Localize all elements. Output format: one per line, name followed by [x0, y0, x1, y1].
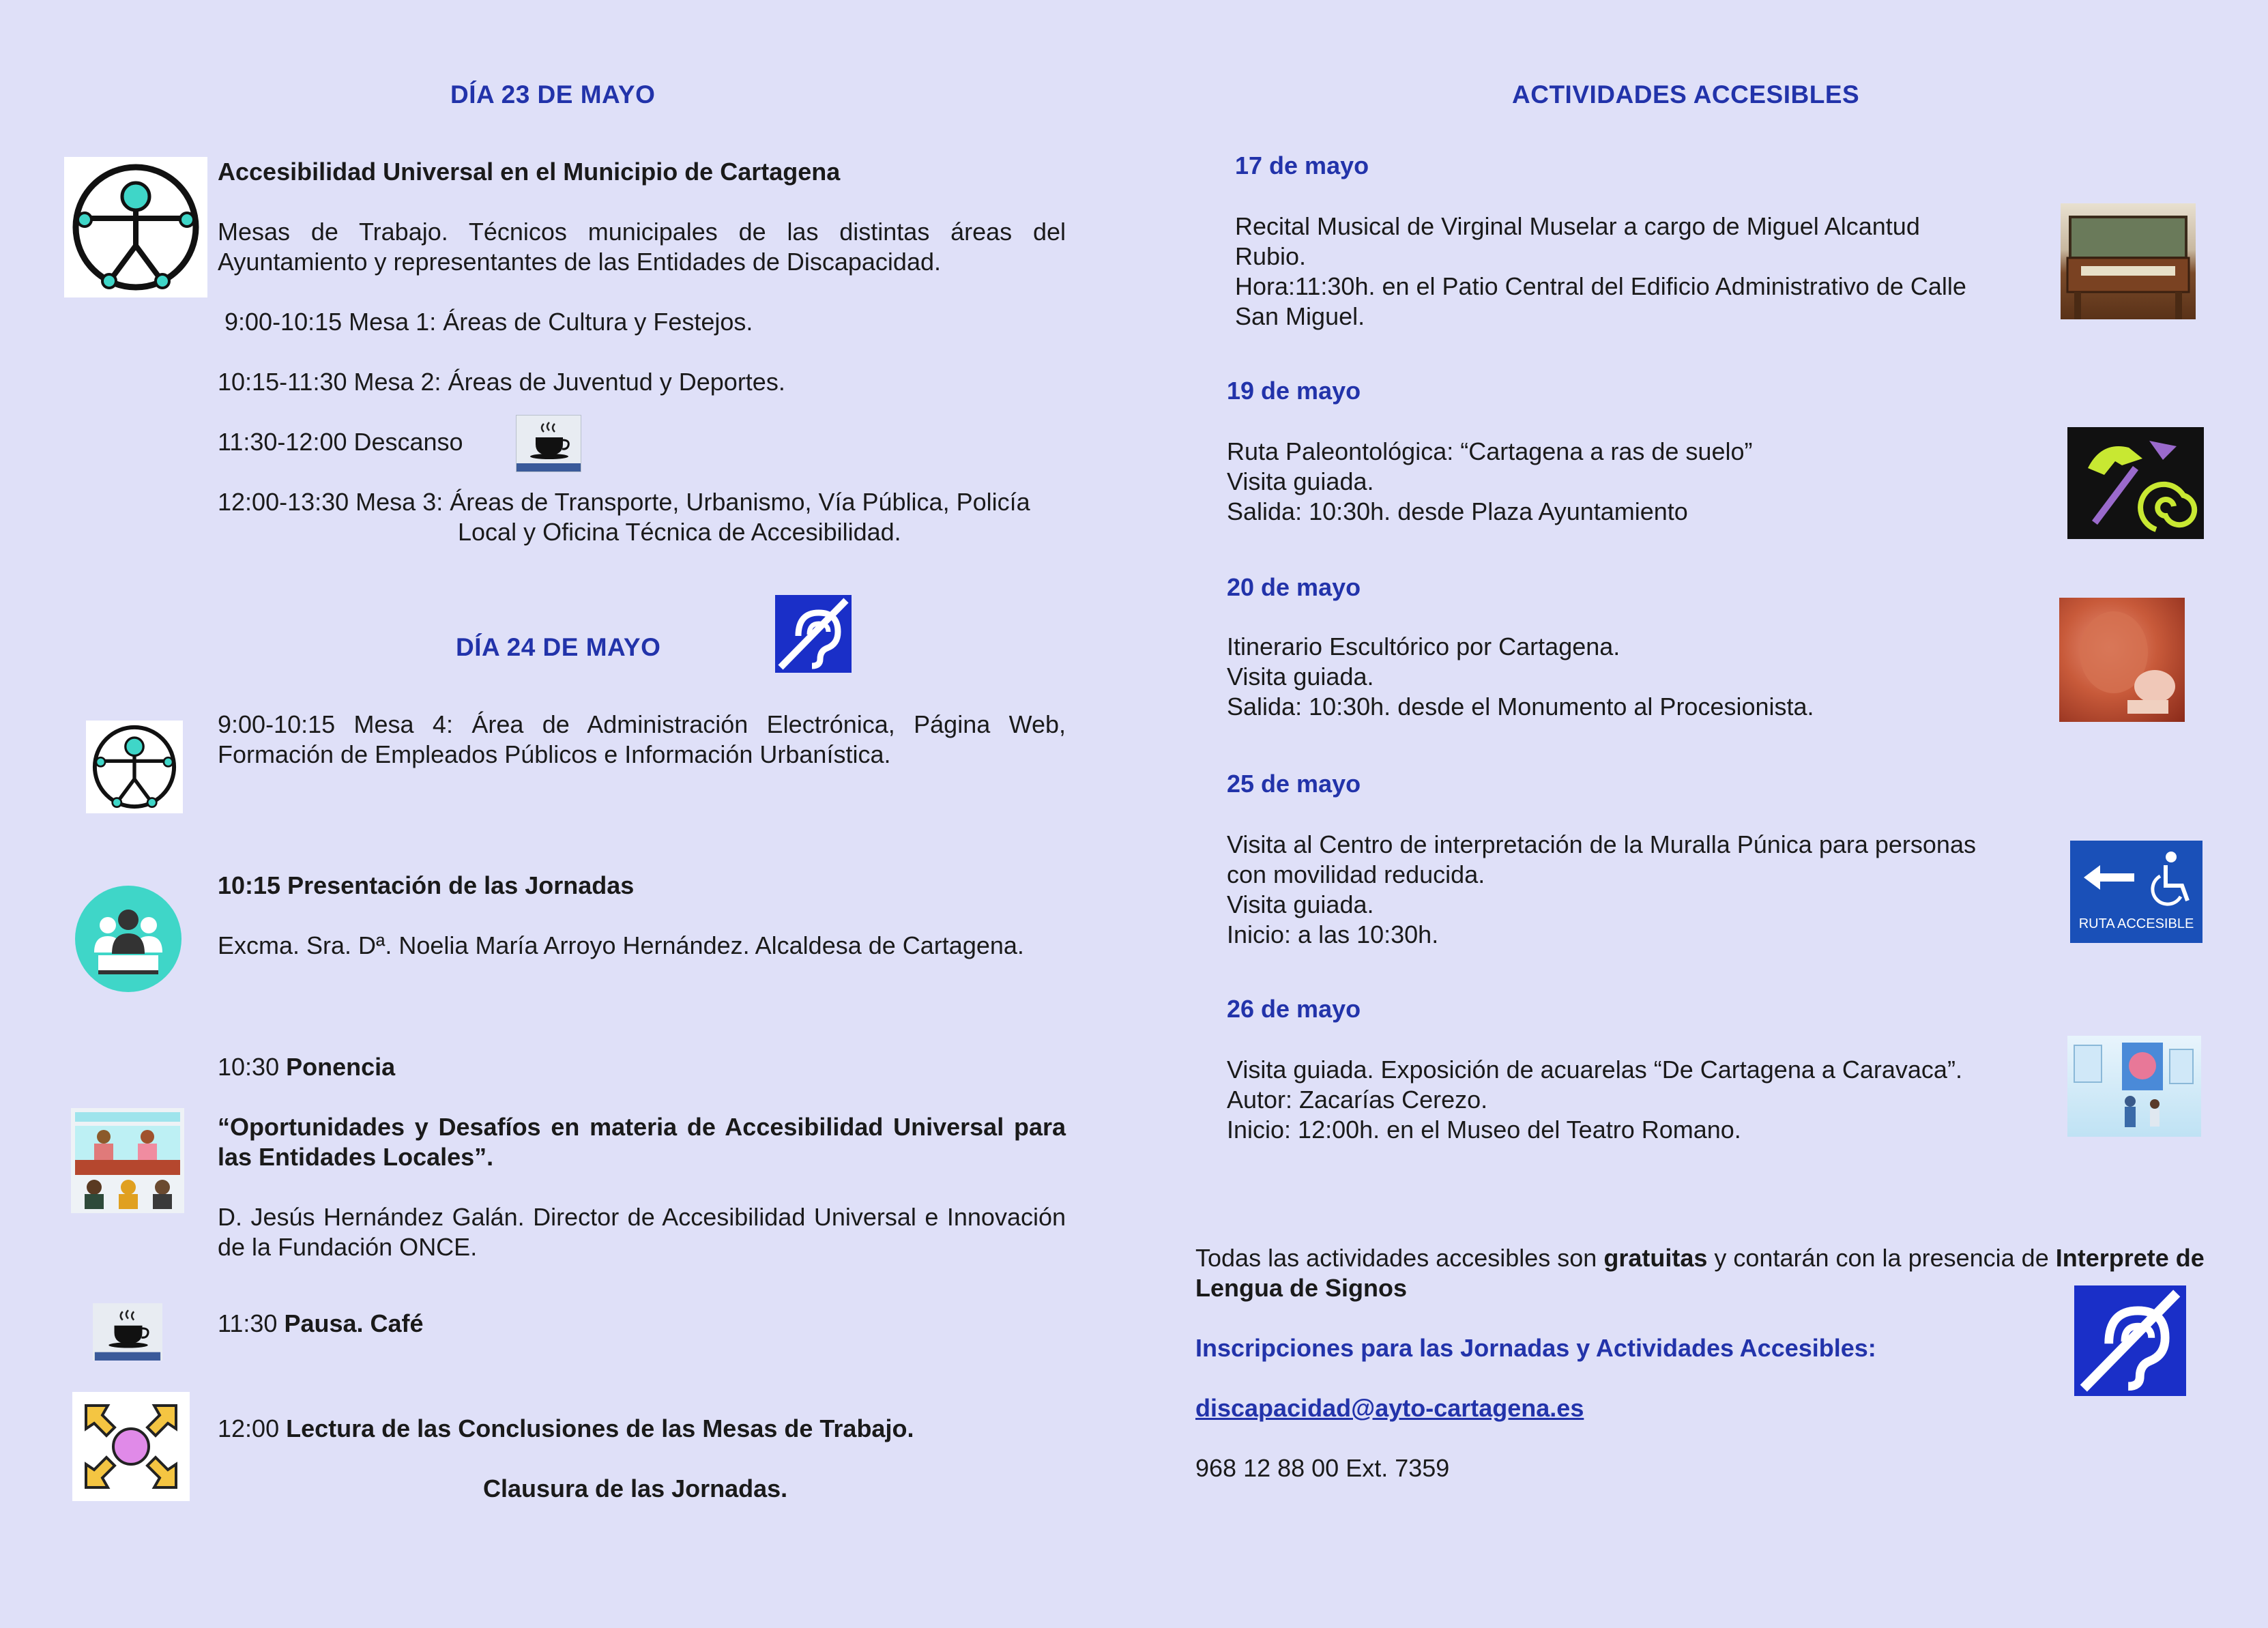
virginal-photo [2061, 203, 2196, 319]
activity-3-line1: Itinerario Escultórico por Cartagena. [1227, 633, 1620, 660]
lectura-time: 12:00 [218, 1414, 280, 1442]
universal-access-icon [64, 157, 207, 297]
footer-gratuitas: gratuitas [1603, 1244, 1708, 1272]
inscripciones: Inscripciones para las Jornadas y Actividades Accesibles: [1195, 1334, 1876, 1362]
mesa-1: 9:00-10:15 Mesa 1: Áreas de Cultura y Festejos. [224, 308, 753, 336]
activity-5-date: 26 de mayo [1227, 995, 1361, 1023]
paleontology-icon [2067, 427, 2204, 539]
clausura: Clausura de las Jornadas. [483, 1474, 788, 1502]
collaboration-icon [72, 1392, 190, 1501]
activity-4-line3: Visita guiada. [1227, 890, 1374, 918]
activity-5-line3: Inicio: 12:00h. en el Museo del Teatro Romano. [1227, 1116, 1741, 1144]
lectura-line [218, 1414, 914, 1444]
activity-1-line3: Hora:11:30h. en el Patio Central del Edificio Administrativo de Calle [1235, 272, 1966, 300]
pausa-line [218, 1309, 424, 1339]
footer-pre: Todas las actividades accesibles son [1195, 1244, 1597, 1272]
pausa-time: 11:30 [218, 1309, 278, 1337]
activity-5-line1: Visita guiada. Exposición de acuarelas “De Cartagena a Caravaca”. [1227, 1056, 1962, 1084]
phone: 968 12 88 00 Ext. 7359 [1195, 1454, 1450, 1482]
mesa-3-line2: Local y Oficina Técnica de Accesibilidad. [458, 518, 901, 546]
lectura-label: Lectura de las Conclusiones de las Mesas de Trabajo. [286, 1414, 914, 1442]
mesa-2: 10:15-11:30 Mesa 2: Áreas de Juventud y Deportes. [218, 368, 785, 396]
ruta-accesible-label: RUTA ACCESIBLE [2078, 916, 2194, 931]
activity-5-line2: Autor: Zacarías Cerezo. [1227, 1086, 1488, 1114]
pausa-label: Pausa. Café [284, 1309, 424, 1337]
ponente: D. Jesús Hernández Galán. Director de Accesibilidad Universal e Innovación de la Fundación ONCE. [218, 1203, 1066, 1261]
accessible-route-icon [2070, 841, 2202, 943]
activity-3-line2: Visita guiada. [1227, 663, 1374, 691]
ponencia-time: 10:30 [218, 1053, 280, 1081]
presentation-icon [74, 884, 183, 993]
coffee-cup-icon [516, 415, 581, 472]
activity-2-line2: Visita guiada. [1227, 467, 1374, 495]
mesas-intro: Mesas de Trabajo. Técnicos municipales de las distintas áreas del Ayuntamiento y representantes de las Entidades de Discapacidad. [218, 218, 1066, 276]
title-accesibilidad: Accesibilidad Universal en el Municipio de Cartagena [218, 158, 841, 186]
ponencia-title: “Oportunidades y Desafíos en materia de Accesibilidad Universal para las Entidades Locales”. [218, 1113, 1066, 1171]
sculpture-photo [2059, 598, 2185, 722]
activity-2-line3: Salida: 10:30h. desde Plaza Ayuntamiento [1227, 497, 1688, 525]
footer-interprete: Interprete de Lengua de Signos [1195, 1244, 2205, 1302]
mesa-4: 9:00-10:15 Mesa 4: Área de Administración Electrónica, Página Web, Formación de Empleados Públicos e Información Urbanística. [218, 710, 1066, 768]
footer-note [1195, 1243, 2219, 1303]
activity-4-line2: con movilidad reducida. [1227, 860, 1485, 888]
ponencia-line [218, 1052, 395, 1082]
day-23-heading: DÍA 23 DE MAYO [450, 81, 656, 108]
alcaldesa: Excma. Sra. Dª. Noelia María Arroyo Hernández. Alcaldesa de Cartagena. [218, 931, 1024, 959]
activity-4-line1: Visita al Centro de interpretación de la Muralla Púnica para personas [1227, 830, 1976, 858]
universal-access-icon-small [86, 721, 183, 813]
activity-1-line4: San Miguel. [1235, 302, 1365, 330]
activity-1-line1: Recital Musical de Virginal Muselar a cargo de Miguel Alcantud [1235, 212, 1920, 240]
presentacion: 10:15 Presentación de las Jornadas [218, 871, 635, 899]
exhibition-photo [2067, 1036, 2201, 1137]
ponencia-label: Ponencia [286, 1053, 396, 1081]
activity-2-line1: Ruta Paleontológica: “Cartagena a ras de suelo” [1227, 437, 1753, 465]
activity-4-line4: Inicio: a las 10:30h. [1227, 920, 1439, 948]
activity-1-line2: Rubio. [1235, 242, 1307, 270]
activity-2-date: 19 de mayo [1227, 377, 1361, 405]
meeting-icon [71, 1108, 184, 1213]
actividades-heading: ACTIVIDADES ACCESIBLES [1512, 81, 1860, 108]
activity-1-date: 17 de mayo [1235, 151, 1369, 179]
mesa-3-line1: 12:00-13:30 Mesa 3: Áreas de Transporte, Urbanismo, Vía Pública, Policía [218, 488, 1030, 516]
hearing-loop-icon-large [2074, 1285, 2186, 1396]
email-link[interactable]: discapacidad@ayto-cartagena.es [1195, 1394, 1584, 1422]
descanso: 11:30-12:00 Descanso [218, 428, 463, 456]
hearing-loop-icon [775, 595, 852, 673]
day-24-heading: DÍA 24 DE MAYO [456, 633, 661, 661]
coffee-cup-icon-2 [93, 1303, 162, 1361]
activity-3-date: 20 de mayo [1227, 573, 1361, 601]
activity-3-line3: Salida: 10:30h. desde el Monumento al Procesionista. [1227, 693, 1814, 721]
activity-4-date: 25 de mayo [1227, 770, 1361, 798]
footer-mid: y contarán con la presencia de [1714, 1244, 2049, 1272]
